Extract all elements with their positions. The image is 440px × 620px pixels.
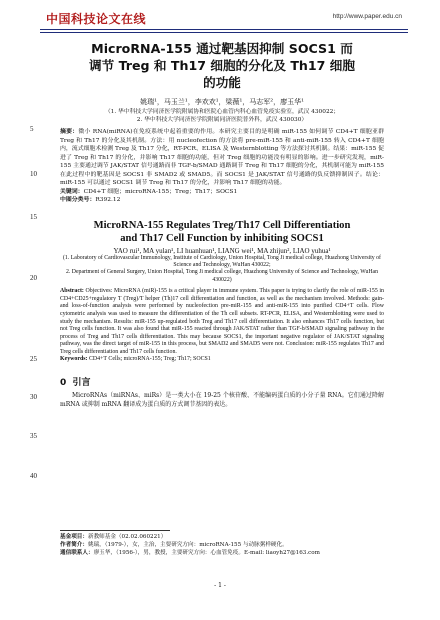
footnotes (60, 530, 384, 557)
english-title-line: MicroRNA-155 Regulates Treg/Th17 Cell Differentiation (93, 219, 351, 231)
site-logo[interactable]: 中国科技论文在线 (46, 12, 147, 26)
line-number-10: 10 (30, 170, 37, 178)
english-keywords-label: Keywords: (60, 356, 88, 363)
english-affiliation-line: 2. Department of General Surgery, Union Hospital, Tong Ji medical college, Huazhong University of Science and Technology, WuHan 430022) (65, 269, 378, 283)
line-number-30: 30 (30, 393, 37, 401)
english-affiliation-line: (1. Laboratory of Cardiovascular Immunology, Institute of Cardiology, Union Hospital, Tong Ji medical college, Huazhong University of Science and Technology, WuHan 430022; (63, 254, 381, 268)
chinese-affiliations (60, 108, 384, 124)
line-number-15: 15 (30, 213, 37, 221)
page-header (0, 0, 440, 34)
footnote-contact (60, 550, 384, 558)
chinese-affiliation-line: 2. 华中科技大学同济医学院附属同济医院普外科，武汉 430030） (136, 117, 308, 123)
classification-code: R392.12 (95, 197, 121, 203)
site-url[interactable]: http://www.paper.edu.cn (332, 13, 402, 20)
page-number: - 1 - (214, 582, 226, 589)
header-rule-thick (40, 29, 408, 30)
paper-body (60, 40, 384, 409)
chinese-title (60, 40, 384, 91)
intro-heading (60, 375, 384, 388)
line-number-5: 5 (30, 125, 34, 133)
line-number-40: 40 (30, 472, 37, 480)
english-title-line: and Th17 Cell Function by inhibiting SOCS1 (120, 232, 324, 244)
fund-text: 新教师基金（02.02.060221） (87, 534, 167, 540)
author-bio-label: 作者简介： (60, 541, 88, 548)
english-affiliations (60, 255, 384, 285)
chinese-title-line: MicroRNA-155 通过靶基因抑制 SOCS1 而 (91, 41, 353, 56)
chinese-affiliation-line: （1. 华中科技大学同济医学院附属协和医院心血管内科心血管免疫实验室，武汉 430022； (104, 109, 340, 115)
english-title (60, 219, 384, 245)
intro-paragraph: MicroRNAs（miRNAs、miRs）是一类大小在 19-25 个核苷酸、不能编码蛋白质的小分子量 RNA。它们通过降解 mRNA 或抑制 mRNA 翻译成为蛋白质的方式调节基因的表达。 (60, 392, 384, 408)
line-number-25: 25 (30, 355, 37, 363)
english-authors: YAO rui¹, MA yulan¹, LI huanhuan¹, LIANG wei¹, MA zhijun², LIAO yuhua¹ (113, 246, 331, 255)
english-abstract (60, 288, 384, 356)
header-rule-thin (40, 32, 408, 33)
contact-label: 通信联系人： (60, 549, 94, 556)
chinese-abstract-text: 微小 RNA(miRNA)在免疫系统中起着重要的作用。本研究主要目的是明确 miR-155 如何调节 CD4+T 细胞亚群 Treg 和 Th17 的分化及其机制。方法：用 nucleofection 的方法将 pre-miR-155 和 anti-miR-155 转入 CD4+T 细胞内，流式细胞术检测 Treg 及 Th17 分化，RT-PCR、ELISA 及 Westernblotting 等方法探讨其机制。结果：miR-155 促进了 Treg 和 Th17 的分化，并影响 Th17 细胞的功能，但对 Treg 细胞的功能没有明显的影响。进一步研究发现，miR-155 主要通过调节 JAK/STAT 信号通路而非 TGF-b/SMAD 通路调节 Treg 和 Th17 细胞的分化，其机制可能为 miR-155 在此过程中的靶基因是 SOCS1 非 SMAD2 或 SMAD5。而 SOCS1 是 JAK/STAT 信号通路的负反馈抑制因子。结论：miR-155 可以通过 SOCS1 调节 Treg 和 Th17 的分化，并影响 Th17 细胞的功能。 (60, 129, 384, 186)
chinese-classification (60, 196, 384, 205)
footnote-author (60, 542, 384, 550)
english-keywords-text: CD4+T Cells; microRNA-155; Treg; Th17; SOCS1 (88, 356, 211, 363)
line-number-20: 20 (30, 274, 37, 282)
classification-label: 中图分类号： (60, 197, 96, 203)
chinese-abstract (60, 128, 384, 188)
chinese-keywords-text: CD4+T 细胞；microRNA-155；Treg；Th17；SOCS1 (83, 188, 238, 195)
chinese-title-line: 调节 Treg 和 Th17 细胞的分化及 Th17 细胞 (89, 58, 355, 73)
contact-text: 廖玉华，（1956-），男，教授，主要研究方向：心血管免疫。E-mail: liaoyh27@163.com (93, 549, 320, 556)
chinese-keywords-label: 关键词： (60, 188, 84, 195)
section-title: 引言 (72, 378, 91, 389)
english-abstract-text: Objectives: MicroRNA (miR)-155 is a critical player in immune system. This paper is trying to clarify the role of miR-155 in CD4+CD25+regulatory T (Treg)/T helper (Th)17 cell differentiation and function, as well as the mechanism involved. Methods: gain-and loss-of-function analysis were performed by nucleofection pre-miR-155 and anti-miR-155 into purified CD4+T cells. Flow cytometric analysis was used to measure the differentiation of the Th cell subsets. RT-PCR, ELISA, and Westernblotting were used to study the mechanism. Results: miR-155 up-regulated both Treg and Th17 cell differentiation. It also enhances Th17 cells function, but not Treg cells function. It was also found that miR-155 reacted through JAK/STAT rather than TGF-b/SMAD signaling pathway in the process of Treg and Th17 cells differentiation. This may because SOCS1, the important negative regulator of JAK/STAT signaling pathway, was the direct target of miR-155 in this process, but SMAD2 and SMAD5 were not. Conclusion: miR-155 regulates Th17 and Treg cells differentiation and Th17 cells function. (60, 288, 384, 355)
english-keywords (60, 356, 384, 364)
chinese-keywords (60, 188, 384, 197)
chinese-abstract-label: 摘要： (60, 129, 79, 135)
english-abstract-label: Abstract: (60, 288, 84, 295)
chinese-title-line: 的功能 (203, 75, 241, 90)
footnote-rule (60, 530, 170, 531)
section-number: 0 (60, 378, 67, 389)
chinese-authors: 姚瑞¹，马玉兰¹，李欢欢¹，梁薇¹，马志军²，廖玉华¹ (140, 98, 304, 106)
fund-label: 基金项目： (60, 534, 88, 540)
footnote-fund (60, 534, 384, 542)
author-bio-text: 姚瑞，（1979-），女，主治，主要研究方向：microRNA-155 与动脉粥样硬化。 (87, 541, 288, 548)
line-number-35: 35 (30, 432, 37, 440)
